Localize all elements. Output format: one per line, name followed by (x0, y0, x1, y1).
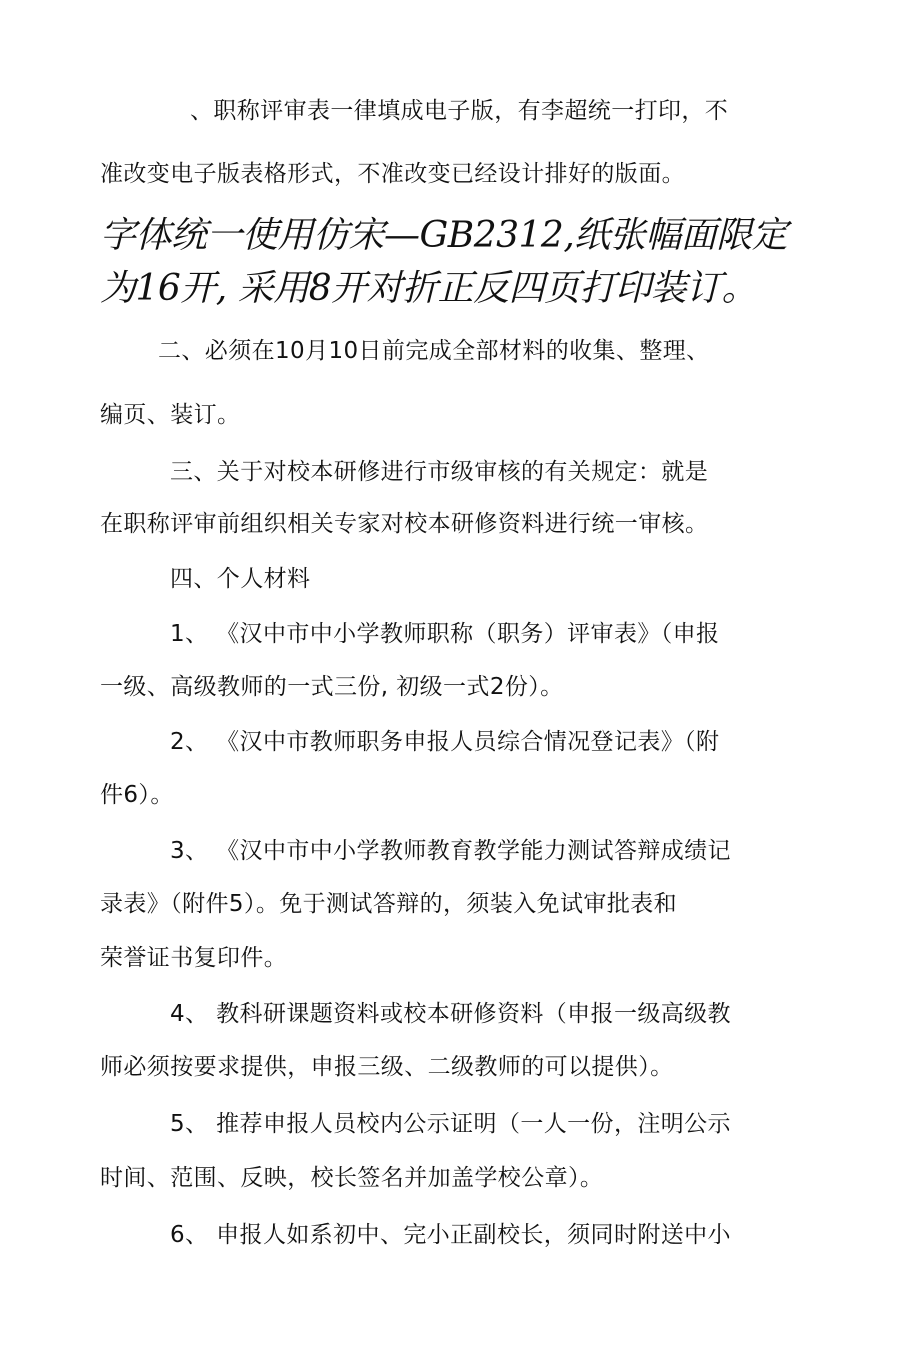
list-item-line: 师必须按要求提供，申报三级、二级教师的可以提供）。 (100, 1054, 674, 1080)
paragraph-line: 编页、装订。 (100, 402, 241, 428)
list-item-line: 5、 推荐申报人员校内公示证明（一人一份，注明公示 (170, 1111, 731, 1137)
list-item-line: 录表》（附件5）。免于测试答辩的，须装入免试审批表和 (100, 891, 678, 917)
list-item-line: 4、 教科研课题资料或校本研修资料（申报一级高级教 (170, 1001, 731, 1027)
paragraph-line: 三、关于对校本研修进行市级审核的有关规定：就是 (170, 459, 709, 485)
list-item-line: 件6）。 (100, 782, 174, 808)
italic-heading-line: 字体统一使用仿宋—GB2312,纸张幅面限定 (100, 215, 788, 256)
italic-heading-line: 为16开, 采用8开对折正反四页打印装订。 (100, 268, 758, 309)
list-item-line: 1、 《汉中市中小学教师职称（职务）评审表》（申报 (170, 621, 720, 647)
section-heading: 四、个人材料 (170, 566, 311, 592)
list-item-line: 一级、高级教师的一式三份, 初级一式2份）。 (100, 674, 564, 700)
paragraph-line: 在职称评审前组织相关专家对校本研修资料进行统一审核。 (100, 511, 709, 537)
list-item-line: 6、 申报人如系初中、完小正副校长，须同时附送中小 (170, 1222, 731, 1248)
paragraph-line: 、职称评审表一律填成电子版，有李超统一打印，不 (190, 98, 729, 124)
list-item-line: 2、 《汉中市教师职务申报人员综合情况登记表》（附 (170, 729, 720, 755)
list-item-line: 时间、范围、反映，校长签名并加盖学校公章）。 (100, 1165, 604, 1191)
list-item-line: 3、 《汉中市中小学教师教育教学能力测试答辩成绩记 (170, 838, 731, 864)
paragraph-line: 准改变电子版表格形式，不准改变已经设计排好的版面。 (100, 161, 685, 187)
list-item-line: 荣誉证书复印件。 (100, 945, 288, 971)
paragraph-line: 二、必须在10月10日前完成全部材料的收集、整理、 (158, 338, 710, 364)
